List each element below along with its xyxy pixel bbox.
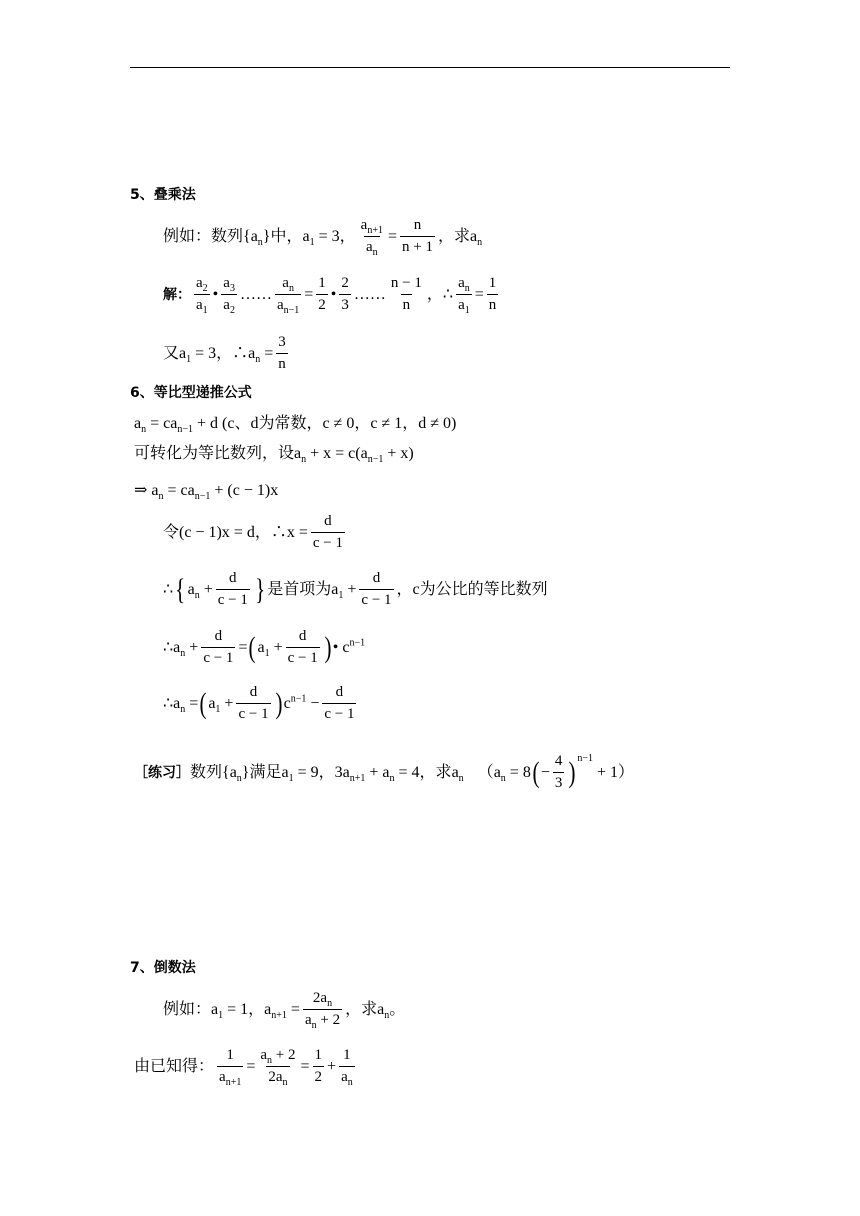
section-6-formula: $a_n = ca_{n-1} + d$ (c、d为常数，c ≠ 0，c ≠ 1，d ≠ 0) bbox=[134, 415, 457, 436]
header-rule bbox=[130, 67, 730, 68]
section-7-heading: 7、倒数法 bbox=[130, 960, 196, 976]
section-5-heading: 5、叠乘法 bbox=[130, 187, 196, 203]
section-6-exercise: ［练习］ 数列 $\{a_n\}$ 满足 $a_1 = 9$，$3a_{n+1} + a_n = 4$ ，求 $a_n$ （ $a_n = 8$ ( − $\frac{4}{3}$ ) n−1 + 1 ） bbox=[134, 752, 635, 791]
section-6-let: 令 (c − 1)x = d，∴x = $\frac{d}{c - 1}$ bbox=[163, 513, 343, 551]
section-5-conclusion: 又 $a_1 = 3$，$\therefore a_n$ = $\frac{3}{n}$ bbox=[163, 334, 286, 372]
section-5-solution: 解： $\frac{a_2}{a_1}$ • $\frac{a_3}{a_2}$ …… $\frac{a_n}{a_{n-1}}$ = $\frac{1}{2}$ • $\frac{2}{3}$ …… $\frac{n - 1}{n}$ ， ∴ $\frac{a_n}{a_1}$ = $\frac{1}{n}$ bbox=[163, 275, 497, 316]
section-5-example: 例如：数列 $\{a_n\}$ 中， $a_1 = 3$， $\frac{a_{n+1}}{a_n}$ = $\frac{n}{n + 1}$ ，求 $a_n$ bbox=[163, 217, 483, 258]
section-6-geometric: ∴ { $a_n$ + $\frac{d}{c - 1}$ } 是首项为 $a_1$ + $\frac{d}{c - 1}$ ，c为公比的等比数列 bbox=[163, 570, 548, 608]
section-6-heading: 6、等比型递推公式 bbox=[130, 385, 252, 401]
section-7-derivation: 由已知得： $\frac{1}{a_{n+1}}$ = $\frac{a_n + 2}{2a_n}$ = $\frac{1}{2}$ + $\frac{1}{a_n}$ bbox=[134, 1047, 353, 1088]
section-6-implies: ⇒ $a_n = ca_{n-1} + (c - 1)x$ bbox=[134, 482, 279, 503]
section-6-step2: $\therefore a_n$ = ( $a_1$ + $\frac{d}{c - 1}$ ) $c^{n-1}$ − $\frac{d}{c - 1}$ bbox=[163, 684, 355, 722]
section-6-step1: $\therefore a_n$ + $\frac{d}{c - 1}$ = ( $a_1$ + $\frac{d}{c - 1}$ ) • $c^{n-1}$ bbox=[163, 628, 366, 666]
section-6-convert: 可转化为等比数列，设$a_n + x = c(a_{n-1} + x)$ bbox=[134, 445, 414, 466]
section-7-example: 例如： $a_1 = 1$，$a_{n+1}$ = $\frac{2a_n}{a_n + 2}$ ，求 $a_n$ 。 bbox=[163, 990, 406, 1031]
